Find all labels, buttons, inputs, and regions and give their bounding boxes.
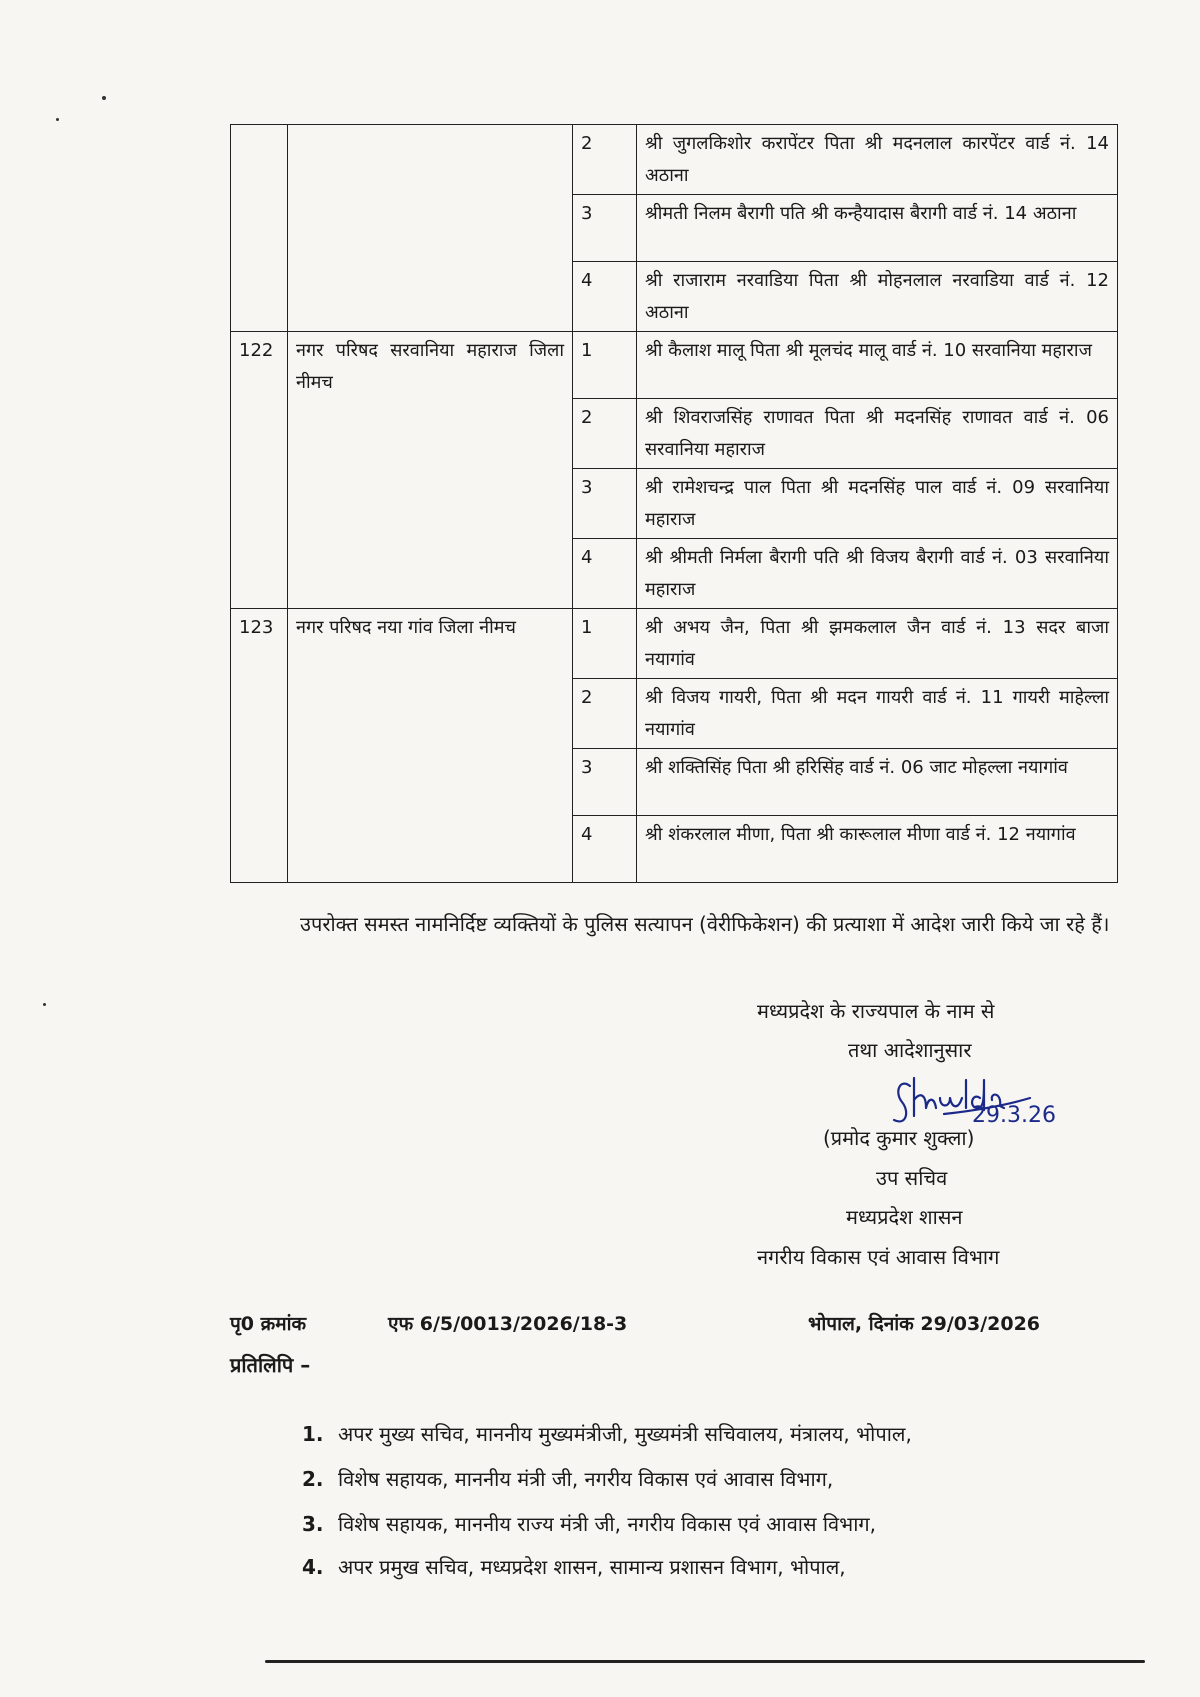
member-name-cell: श्री जुगलकिशोर करापेंटर पिता श्री मदनलाल कारपेंटर वार्ड नं. 14 अठाना (637, 125, 1118, 195)
scan-speck (56, 118, 59, 121)
reference-number: एफ 6/5/0013/2026/18-3 (388, 1313, 628, 1335)
authority-line-2: तथा आदेशानुसार (848, 1038, 972, 1062)
authority-line-1: मध्यप्रदेश के राज्यपाल के नाम से (757, 999, 995, 1023)
copy-to-item-text: अपर प्रमुख सचिव, मध्यप्रदेश शासन, सामान्य प्रशासन विभाग, भोपाल, (338, 1555, 846, 1579)
member-number-cell: 4 (573, 539, 637, 609)
serial-number-cell: 123 (231, 609, 288, 883)
copy-to-item (302, 1553, 846, 1580)
copy-to-item-number: 3. (302, 1512, 324, 1536)
member-number-cell: 1 (573, 332, 637, 399)
member-number-cell: 4 (573, 262, 637, 332)
member-number-cell: 1 (573, 609, 637, 679)
scan-speck (102, 96, 106, 100)
member-number-cell: 3 (573, 749, 637, 816)
copy-to-heading: प्रतिलिपि – (230, 1353, 311, 1377)
signatory-department: नगरीय विकास एवं आवास विभाग (757, 1245, 1000, 1269)
table-row (231, 332, 1118, 399)
copy-to-item-text: विशेष सहायक, माननीय मंत्री जी, नगरीय विकास एवं आवास विभाग, (338, 1467, 834, 1491)
member-name-cell: श्री विजय गायरी, पिता श्री मदन गायरी वार्ड नं. 11 गायरी माहेल्ला नयागांव (637, 679, 1118, 749)
member-number-cell: 2 (573, 679, 637, 749)
member-name-cell: श्री शंकरलाल मीणा, पिता श्री कारूलाल मीणा वार्ड नं. 12 नयागांव (637, 816, 1118, 883)
copy-to-item-number: 2. (302, 1467, 324, 1491)
member-name-cell: श्री शिवराजसिंह राणावत पिता श्री मदनसिंह राणावत वार्ड नं. 06 सरवानिया महाराज (637, 399, 1118, 469)
signatory-name: (प्रमोद कुमार शुक्ला) (823, 1126, 975, 1150)
table-row (231, 609, 1118, 679)
copy-to-item-text: अपर मुख्य सचिव, माननीय मुख्यमंत्रीजी, मुख्यमंत्री सचिवालय, मंत्रालय, भोपाल, (338, 1422, 912, 1446)
table-row (231, 125, 1118, 195)
signature-date: 29.3.26 (972, 1103, 1056, 1128)
member-number-cell: 3 (573, 195, 637, 262)
member-number-cell: 3 (573, 469, 637, 539)
copy-to-item (302, 1420, 912, 1447)
member-number-cell: 4 (573, 816, 637, 883)
member-name-cell: श्री राजाराम नरवाडिया पिता श्री मोहनलाल नरवाडिया वार्ड नं. 12 अठाना (637, 262, 1118, 332)
bottom-rule (265, 1660, 1145, 1663)
copy-to-item (302, 1465, 833, 1492)
signatory-designation: उप सचिव (876, 1166, 948, 1190)
scan-speck (43, 1003, 46, 1006)
member-number-cell: 2 (573, 399, 637, 469)
copy-to-item-text: विशेष सहायक, माननीय राज्य मंत्री जी, नगरीय विकास एवं आवास विभाग, (338, 1512, 877, 1536)
nominees-table (230, 124, 1118, 883)
reference-label: पृ0 क्रमांक (230, 1313, 307, 1335)
local-body-cell: नगर परिषद नया गांव जिला नीमच (288, 609, 573, 883)
reference-place-date: भोपाल, दिनांक 29/03/2026 (808, 1313, 1041, 1335)
copy-to-item-number: 1. (302, 1422, 324, 1446)
copy-to-item (302, 1510, 876, 1537)
member-name-cell: श्री रामेशचन्द्र पाल पिता श्री मदनसिंह पाल वार्ड नं. 09 सरवानिया महाराज (637, 469, 1118, 539)
member-name-cell: श्री अभय जैन, पिता श्री झमकलाल जैन वार्ड नं. 13 सदर बाजा नयागांव (637, 609, 1118, 679)
local-body-cell (288, 125, 573, 332)
member-number-cell: 2 (573, 125, 637, 195)
local-body-cell: नगर परिषद सरवानिया महाराज जिला नीमच (288, 332, 573, 609)
member-name-cell: श्रीमती निलम बैरागी पति श्री कन्हैयादास बैरागी वार्ड नं. 14 अठाना (637, 195, 1118, 262)
member-name-cell: श्री शक्तिसिंह पिता श्री हरिसिंह वार्ड नं. 06 जाट मोहल्ला नयागांव (637, 749, 1118, 816)
signatory-government: मध्यप्रदेश शासन (846, 1205, 963, 1229)
member-name-cell: श्री कैलाश मालू पिता श्री मूलचंद मालू वार्ड नं. 10 सरवानिया महाराज (637, 332, 1118, 399)
serial-number-cell: 122 (231, 332, 288, 609)
member-name-cell: श्री श्रीमती निर्मला बैरागी पति श्री विजय बैरागी वार्ड नं. 03 सरवानिया महाराज (637, 539, 1118, 609)
order-paragraph: उपरोक्त समस्त नामनिर्दिष्ट व्यक्तियों के पुलिस सत्यापन (वेरीफिकेशन) की प्रत्याशा में आदेश जारी किये जा रहे हैं। (300, 912, 1110, 936)
serial-number-cell (231, 125, 288, 332)
copy-to-item-number: 4. (302, 1555, 324, 1579)
